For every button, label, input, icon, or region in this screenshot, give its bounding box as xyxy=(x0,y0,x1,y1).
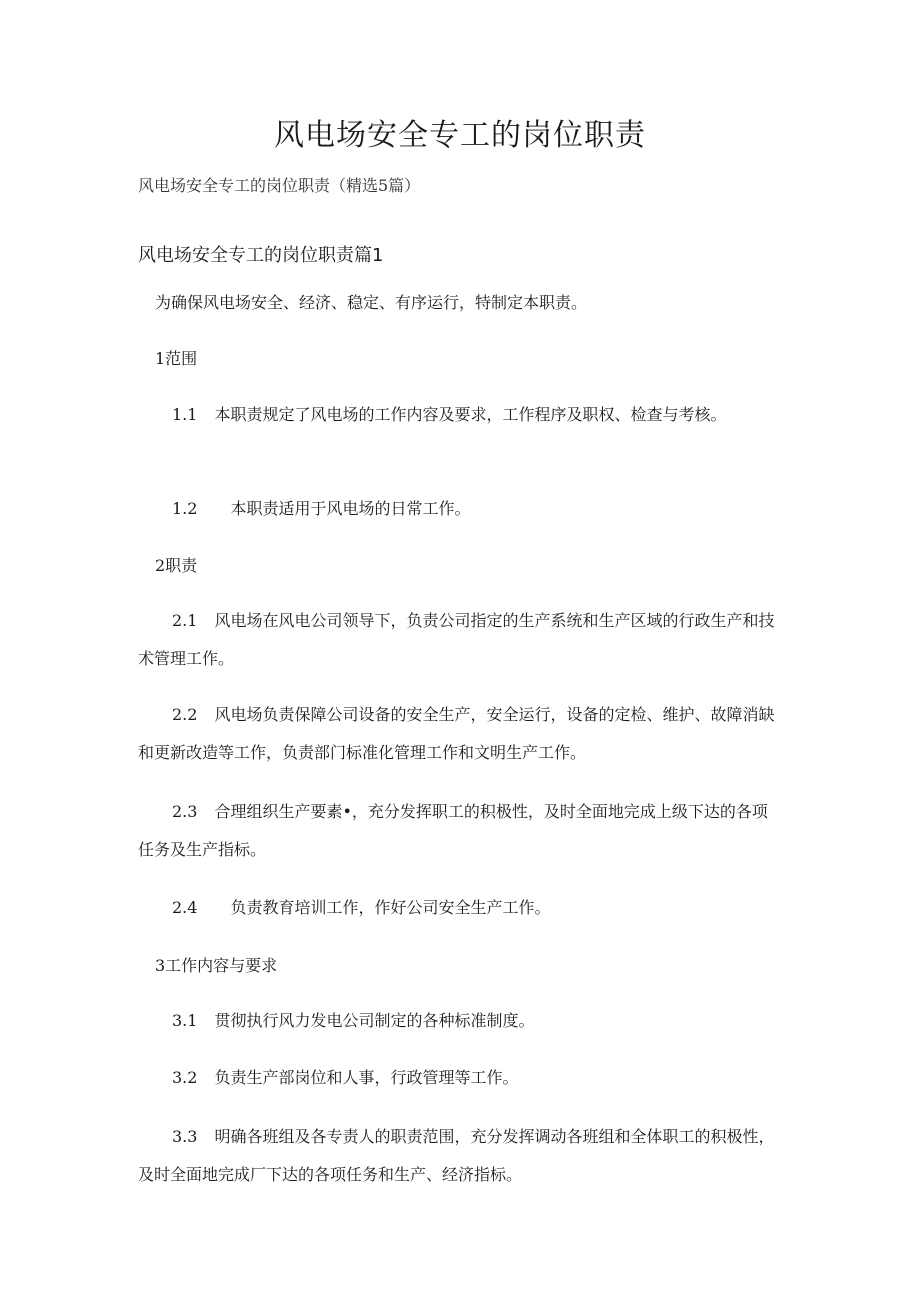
clause-1-2 xyxy=(138,490,778,528)
paragraph-text: 3工作内容与要求 xyxy=(155,956,278,975)
paragraph-text: 2职责 xyxy=(155,556,198,575)
clause-number: 1.2 xyxy=(172,499,198,518)
intro-paragraph xyxy=(138,284,778,322)
document-title: 风电场安全专工的岗位职责 xyxy=(274,118,646,153)
paragraph-text: 为确保风电场安全、经济、稳定、有序运行，特制定本职责。 xyxy=(155,293,588,312)
clause-2-1 xyxy=(138,602,778,678)
clause-2-2 xyxy=(138,696,778,772)
section-1-heading xyxy=(138,340,778,378)
clause-number: 2.1 xyxy=(172,611,198,630)
clause-number: 2.2 xyxy=(172,705,198,724)
clause-3-1 xyxy=(138,1002,778,1040)
section-3-heading xyxy=(138,947,778,985)
paragraph-text: 贯彻执行风力发电公司制定的各种标准制度。 xyxy=(214,1011,535,1030)
paragraph-text: 负责生产部岗位和人事，行政管理等工作。 xyxy=(214,1068,519,1087)
clause-number: 3.2 xyxy=(172,1068,198,1087)
clause-2-3 xyxy=(138,793,778,869)
clause-number: 2.4 xyxy=(172,898,198,917)
clause-number: 1.1 xyxy=(172,405,198,424)
clause-2-4 xyxy=(138,889,778,927)
clause-number: 3.1 xyxy=(172,1011,198,1030)
clause-3-2 xyxy=(138,1059,778,1097)
paragraph-text: 本职责规定了风电场的工作内容及要求，工作程序及职权、检查与考核。 xyxy=(214,405,727,424)
paragraph-text: 风电场在风电公司领导下，负责公司指定的生产系统和生产区域的行政生产和技术管理工作。 xyxy=(138,611,775,668)
paragraph-text: 合理组织生产要素•，充分发挥职工的积极性，及时全面地完成上级下达的各项任务及生产指标。 xyxy=(138,802,768,859)
paragraph-text: 风电场负责保障公司设备的安全生产，安全运行，设备的定检、维护、故障消缺和更新改造等工作，负责部门标准化管理工作和文明生产工作。 xyxy=(138,705,775,762)
clause-number: 2.3 xyxy=(172,802,198,821)
clause-3-3 xyxy=(138,1118,778,1194)
paragraph-text: 明确各班组及各专责人的职责范围，充分发挥调动各班组和全体职工的积极性，及时全面地完成厂下达的各项任务和生产、经济指标。 xyxy=(138,1127,775,1184)
section-heading: 风电场安全专工的岗位职责篇1 xyxy=(138,245,384,266)
paragraph-text: 负责教育培训工作，作好公司安全生产工作。 xyxy=(230,898,551,917)
clause-number: 3.3 xyxy=(172,1127,198,1146)
clause-1-1 xyxy=(138,396,778,434)
paragraph-text: 1范围 xyxy=(155,349,198,368)
document-subtitle: 风电场安全专工的岗位职责（精选5篇） xyxy=(138,176,421,195)
paragraph-text: 本职责适用于风电场的日常工作。 xyxy=(230,499,471,518)
section-2-heading xyxy=(138,547,778,585)
